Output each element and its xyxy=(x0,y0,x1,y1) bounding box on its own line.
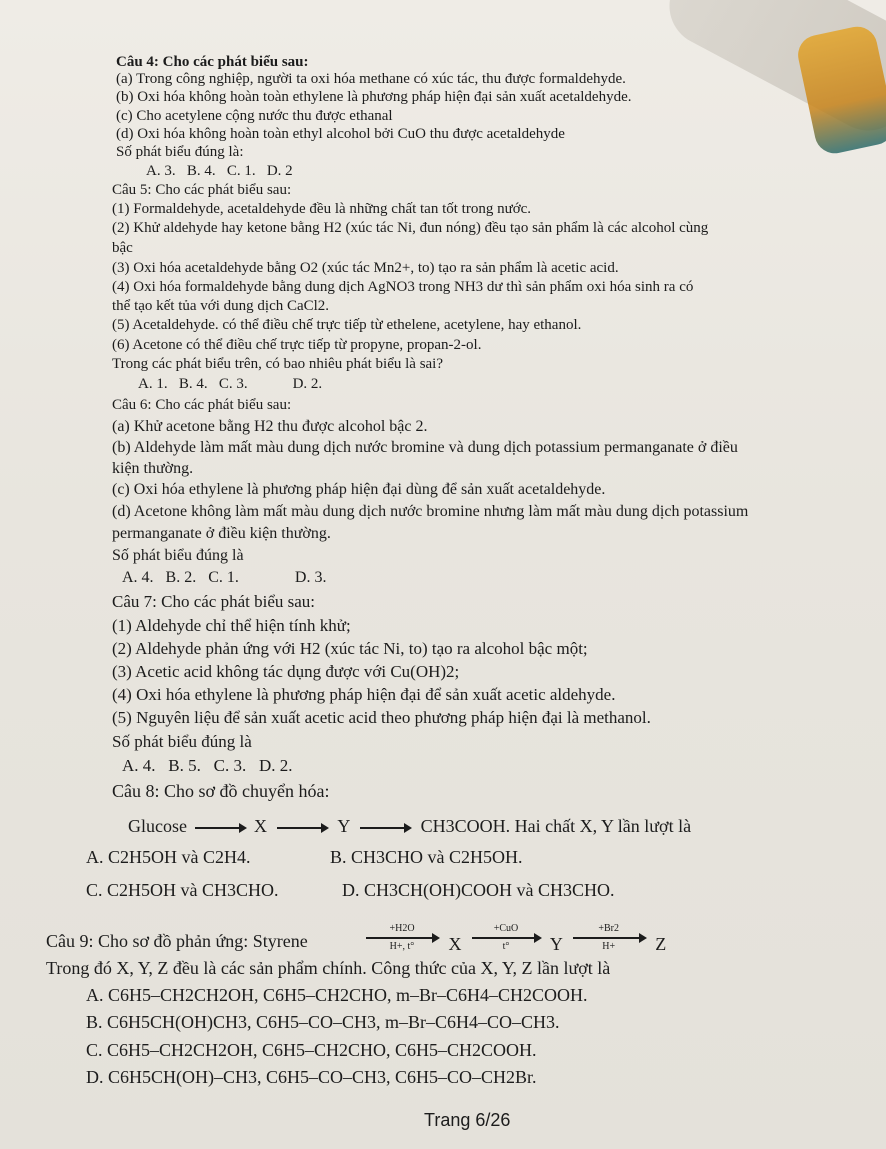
q9-question: Trong đó X, Y, Z đều là các sản phẩm chính. Công thức của X, Y, Z lần lượt là xyxy=(46,958,611,978)
q5-question: Trong các phát biểu trên, có bao nhiêu phát biểu là sai? xyxy=(112,356,444,372)
q5-options: A. 1. B. 4. C. 3. D. 2. xyxy=(138,376,323,392)
q9-option-a: A. C6H5–CH2CH2OH, C6H5–CH2CHO, m–Br–C6H4–CH2COOH. xyxy=(86,985,588,1005)
q4-options: A. 3. B. 4. C. 1. D. 2 xyxy=(146,163,293,179)
q5-statement-5: (5) Acetaldehyde. có thể điều chế trực tiếp từ ethelene, acetylene, hay ethanol. xyxy=(112,317,582,333)
q7-statement-4: (4) Oxi hóa ethylene là phương pháp hiện đại để sản xuất acetic aldehyde. xyxy=(112,685,616,704)
q9-scheme xyxy=(360,923,667,954)
q9-arrow-2 xyxy=(472,923,540,953)
q7-statement-3: (3) Acetic acid không tác dụng được với Cu(OH)2; xyxy=(112,662,460,681)
q5-title: Câu 5: Cho các phát biểu sau: xyxy=(112,182,292,198)
q9-y: Y xyxy=(549,934,563,954)
q8-x: X xyxy=(253,816,267,836)
q4-question: Số phát biểu đúng là: xyxy=(116,144,244,160)
q4-title: Câu 4: Cho các phát biểu sau: xyxy=(116,54,309,70)
q9-cond3-top: +Br2 xyxy=(598,923,619,935)
q7-statement-2: (2) Aldehyde phản ứng với H2 (xúc tác Ni, to) tạo ra alcohol bậc một; xyxy=(112,639,588,658)
q8-option-c: C. C2H5OH và CH3CHO. xyxy=(86,880,279,900)
q7-title: Câu 7: Cho các phát biểu sau: xyxy=(112,592,316,611)
q8-option-a: A. C2H5OH và C2H4. xyxy=(86,847,251,867)
q8-arrow-1 xyxy=(195,827,245,829)
q6-statement-c: (c) Oxi hóa ethylene là phương pháp hiện đại dùng để sản xuất acetaldehyde. xyxy=(112,481,606,498)
q7-question: Số phát biểu đúng là xyxy=(112,732,252,751)
q4-statement-d: (d) Oxi hóa không hoàn toàn ethyl alcohol bởi CuO thu được acetaldehyde xyxy=(116,126,565,142)
q5-statement-4-cont: thể tạo kết tủa với dung dịch CaCl2. xyxy=(112,298,330,314)
page-number: Trang 6/26 xyxy=(424,1110,511,1130)
q6-statement-a: (a) Khử acetone bằng H2 thu được alcohol bậc 2. xyxy=(112,418,428,435)
q8-option-b: B. CH3CHO và C2H5OH. xyxy=(330,847,523,867)
q9-arrow-3 xyxy=(573,923,645,953)
q8-arrow-3 xyxy=(360,827,410,829)
q9-cond1-top: +H2O xyxy=(389,923,415,935)
q9-x: X xyxy=(448,934,462,954)
q9-option-b: B. C6H5CH(OH)CH3, C6H5–CO–CH3, m–Br–C6H4–CO–CH3. xyxy=(86,1012,560,1032)
q8-y: Y xyxy=(337,816,350,836)
pen-tip-decoration xyxy=(794,23,886,157)
q8-option-d: D. CH3CH(OH)COOH và CH3CHO. xyxy=(342,880,615,900)
q5-statement-1: (1) Formaldehyde, acetaldehyde đều là những chất tan tốt trong nước. xyxy=(112,201,532,217)
q4-statement-b: (b) Oxi hóa không hoàn toàn ethylene là phương pháp hiện đại sản xuất acetaldehyde. xyxy=(116,89,632,105)
q6-statement-b: (b) Aldehyde làm mất màu dung dịch nước bromine và dung dịch potassium permanganate ở điều xyxy=(112,439,738,456)
q5-statement-4: (4) Oxi hóa formaldehyde bằng dung dịch AgNO3 trong NH3 dư thì sản phẩm oxi hóa sinh ra có xyxy=(112,279,694,295)
q9-cond3-bottom: H+ xyxy=(602,941,616,953)
q7-statement-1: (1) Aldehyde chỉ thể hiện tính khử; xyxy=(112,616,351,635)
q8-start: Glucose xyxy=(128,816,187,836)
q4-statement-c: (c) Cho acetylene cộng nước thu được ethanal xyxy=(116,108,393,124)
q9-arrow-1 xyxy=(366,923,438,953)
q8-end: CH3COOH. Hai chất X, Y lần lượt là xyxy=(420,816,692,836)
q5-statement-6: (6) Acetone có thể điều chế trực tiếp từ propyne, propan-2-ol. xyxy=(112,337,482,353)
q8-scheme xyxy=(128,816,691,837)
q4-statement-a: (a) Trong công nghiệp, người ta oxi hóa methane có xúc tác, thu được formaldehyde. xyxy=(116,71,626,87)
q5-statement-2: (2) Khử aldehyde hay ketone bằng H2 (xúc tác Ni, đun nóng) đều tạo sản phẩm là các alcohol cùng xyxy=(112,220,709,236)
q6-statement-b-cont: kiện thường. xyxy=(112,460,194,477)
q6-statement-d: (d) Acetone không làm mất màu dung dịch nước bromine nhưng làm mất màu dung dịch potassium xyxy=(112,503,749,520)
q9-option-c: C. C6H5–CH2CH2OH, C6H5–CH2CHO, C6H5–CH2COOH. xyxy=(86,1040,537,1060)
q9-cond1-bottom: H+, t° xyxy=(389,941,415,953)
q9-cond2-bottom: t° xyxy=(502,941,510,953)
q9-option-d: D. C6H5CH(OH)–CH3, C6H5–CO–CH3, C6H5–CO–CH2Br. xyxy=(86,1067,537,1087)
q5-statement-2-cont: bậc xyxy=(112,240,133,256)
q6-options: A. 4. B. 2. C. 1. D. 3. xyxy=(122,569,327,586)
q7-options: A. 4. B. 5. C. 3. D. 2. xyxy=(122,756,293,775)
q8-title: Câu 8: Cho sơ đồ chuyển hóa: xyxy=(112,781,330,801)
q9-z: Z xyxy=(655,934,667,954)
q7-statement-5: (5) Nguyên liệu để sản xuất acetic acid theo phương pháp hiện đại là methanol. xyxy=(112,708,651,727)
q6-question: Số phát biểu đúng là xyxy=(112,547,244,564)
q5-statement-3: (3) Oxi hóa acetaldehyde bằng O2 (xúc tác Mn2+, to) tạo ra sản phẩm là acetic acid. xyxy=(112,260,619,276)
q8-arrow-2 xyxy=(277,827,327,829)
q9-title: Câu 9: Cho sơ đồ phản ứng: Styrene xyxy=(46,931,308,951)
q6-title: Câu 6: Cho các phát biểu sau: xyxy=(112,397,292,413)
q9-cond2-top: +CuO xyxy=(493,923,519,935)
q6-statement-d-cont: permanganate ở điều kiện thường. xyxy=(112,525,331,542)
